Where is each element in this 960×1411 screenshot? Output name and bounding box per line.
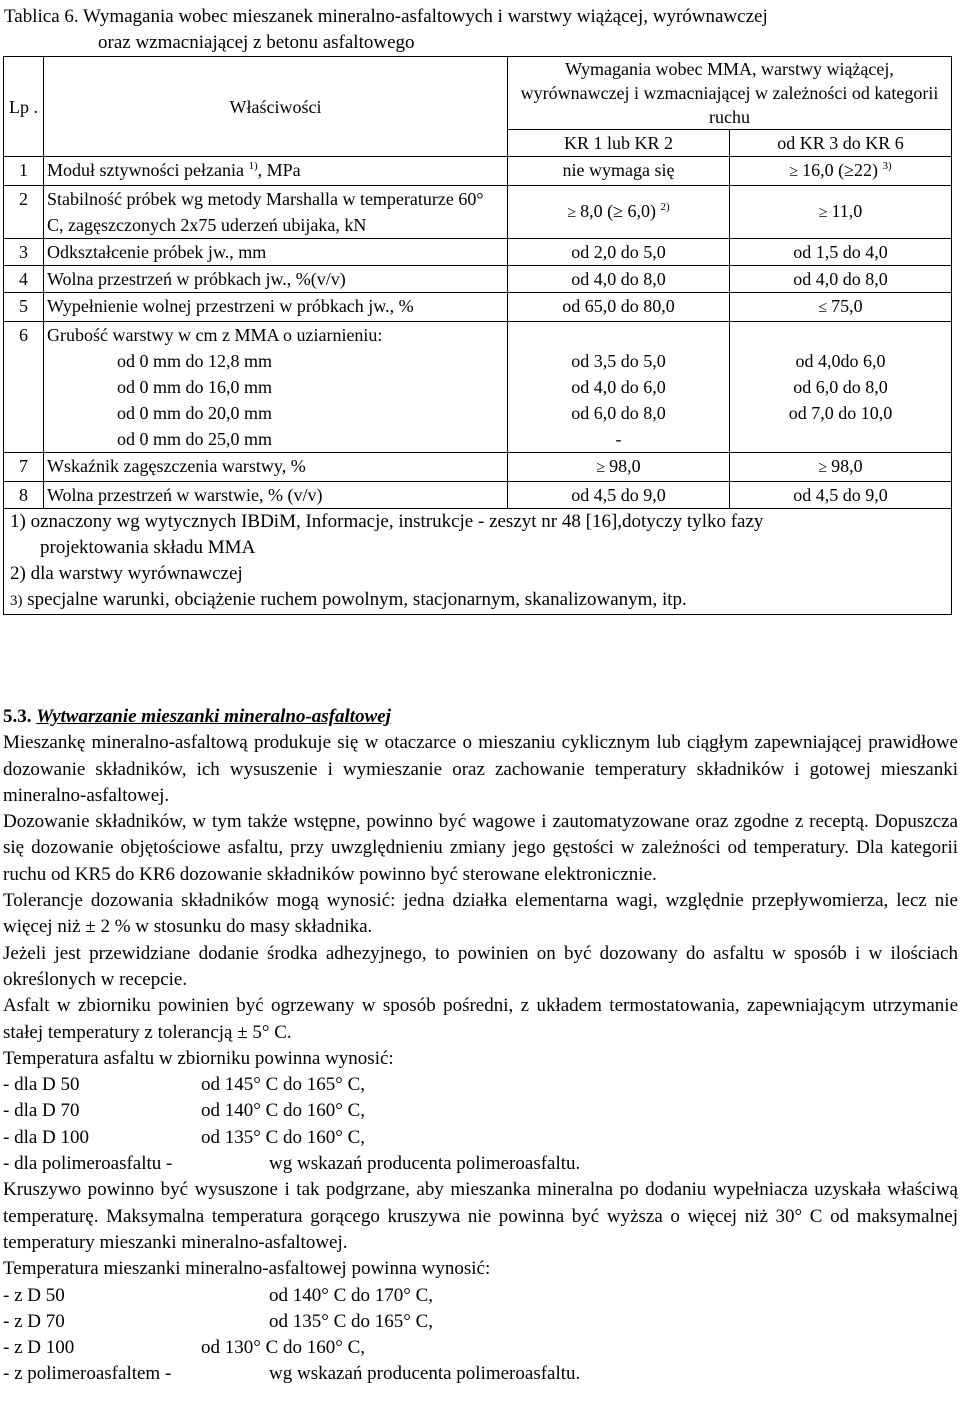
table-footnotes xyxy=(4,509,952,615)
row-property: Stabilność próbek wg metody Marshalla w temperaturze 60° C, zagęszczonych 2x75 uderzeń ubijaka, kN xyxy=(44,186,508,239)
value-kr36 xyxy=(730,293,952,322)
section-title: Wytwarzanie mieszanki mineralno-asfaltowej xyxy=(36,706,391,727)
ge-icon: ≥ xyxy=(818,204,828,221)
value-kr36: od 4,0 do 8,0 xyxy=(730,266,952,293)
item-label: - z D 50 xyxy=(3,1284,65,1306)
paragraph: Dozowanie składników, w tym także wstępne, powinno być wagowe i zautomatyzowane oraz zgodne z receptą. Dopuszcza się dozowanie objętościowe asfaltu, przy uwzględnieniu zmiany jego gęstości w zależności od temperatury. Dla kategorii ruchu od KR5 do KR6 dozowanie składników powinno być sterowane elektronicznie. xyxy=(3,811,958,885)
footnote-mark: 3) xyxy=(882,160,892,172)
paragraph: Kruszywo powinno być wysuszone i tak podgrzane, aby mieszanka mineralna po dodaniu wypełniacza uzyskała właściwą temperaturę. Maksymalna temperatura gorącego kruszywa nie powinna być wyższa o więcej niż 30° C od maksymalnej temperatury mieszanki mineralno-asfaltowej. xyxy=(3,1179,958,1253)
item-label: - dla D 70 xyxy=(3,1100,80,1122)
table-row xyxy=(4,453,952,482)
value-text: - xyxy=(615,429,622,449)
value-kr12: od 65,0 do 80,0 xyxy=(508,293,730,322)
property-tail: , MPa xyxy=(257,160,301,180)
asphalt-temp-item xyxy=(3,1125,958,1151)
item-value: od 140° C do 160° C, xyxy=(201,1100,366,1122)
value-text: 98,0 xyxy=(831,456,863,476)
grain-size: od 0 mm do 12,8 mm xyxy=(117,351,273,371)
section-number: 5.3. xyxy=(3,706,32,727)
value-kr36 xyxy=(730,322,952,453)
table-caption xyxy=(4,4,954,56)
value-text: od 4,0do 6,0 xyxy=(795,351,886,371)
row-property: Wolna przestrzeń w próbkach jw., %(v/v) xyxy=(44,266,508,293)
footnote-2: 2) dla warstwy wyrównawczej xyxy=(10,563,243,584)
item-label: - dla D 50 xyxy=(3,1074,80,1096)
mix-temp-item xyxy=(3,1309,958,1335)
table-row xyxy=(4,322,952,453)
grain-size: od 0 mm do 25,0 mm xyxy=(117,429,273,449)
item-value: od 140° C do 170° C, xyxy=(269,1284,434,1306)
ge-icon: ≥ xyxy=(818,459,828,476)
row-number: 3 xyxy=(4,239,44,266)
row-property xyxy=(44,322,508,453)
row-property: Wypełnienie wolnej przestrzeni w próbkach jw., % xyxy=(44,293,508,322)
property-text: Moduł sztywności pełzania xyxy=(47,160,244,180)
header-requirements-group: Wymagania wobec MMA, warstwy wiążącej, wyrównawczej i wzmacniającej w zależności od kategorii ruchu xyxy=(508,57,952,130)
mix-temp-item xyxy=(3,1283,958,1309)
row-number: 7 xyxy=(4,453,44,482)
paragraph: Mieszankę mineralno-asfaltową produkuje się w otaczarce o mieszaniu cyklicznym lub ciągłym zapewniającej prawidłowe dozowanie składników, ich wysuszenie i wymieszanie oraz zachowanie temperatury składników i gotowej mieszanki mineralno-asfaltowej. xyxy=(3,732,958,806)
header-properties: Właściwości xyxy=(44,57,508,157)
item-label: - dla polimeroasfaltu - xyxy=(3,1153,173,1175)
row-property: Odkształcenie próbek jw., mm xyxy=(44,239,508,266)
table-row xyxy=(4,293,952,322)
value-kr36 xyxy=(730,186,952,239)
value-kr36 xyxy=(730,453,952,482)
requirements-table xyxy=(3,56,952,615)
value-text: 75,0 xyxy=(831,296,863,316)
value-text: 16,0 (≥22) xyxy=(802,160,878,180)
section-heading xyxy=(3,704,958,730)
paragraph: Temperatura mieszanki mineralno-asfaltowej powinna wynosić: xyxy=(3,1258,491,1280)
value-kr12: od 4,5 do 9,0 xyxy=(508,482,730,509)
value-kr12 xyxy=(508,453,730,482)
table-row xyxy=(4,239,952,266)
table-row xyxy=(4,157,952,186)
item-label: - dla D 100 xyxy=(3,1126,90,1148)
item-label: - z polimeroasfaltem - xyxy=(3,1363,172,1385)
value-text: od 6,0 do 8,0 xyxy=(571,403,666,423)
item-value: od 145° C do 165° C, xyxy=(201,1074,366,1096)
value-text: 11,0 xyxy=(831,201,863,221)
value-text: 98,0 xyxy=(609,456,641,476)
item-value: wg wskazań producenta polimeroasfaltu. xyxy=(269,1153,581,1175)
ge-icon: ≥ xyxy=(567,204,577,221)
value-kr12: od 2,0 do 5,0 xyxy=(508,239,730,266)
row-number: 6 xyxy=(4,322,44,453)
caption-line-1: Tablica 6. Wymagania wobec mieszanek mineralno-asfaltowych i warstwy wiążącej, wyrównawczej xyxy=(4,6,768,27)
value-kr12 xyxy=(508,186,730,239)
grain-size: od 0 mm do 16,0 mm xyxy=(117,377,273,397)
footnote-1-cont: projektowania składu MMA xyxy=(40,537,256,558)
row-number: 2 xyxy=(4,186,44,239)
value-text: od 4,0 do 6,0 xyxy=(571,377,666,397)
footnote-mark: 1) xyxy=(248,160,258,172)
grain-size: od 0 mm do 20,0 mm xyxy=(117,403,273,423)
caption-line-2: oraz wzmacniającej z betonu asfaltowego xyxy=(98,32,415,53)
value-text: 8,0 (≥ 6,0) xyxy=(580,201,656,221)
item-label: - z D 70 xyxy=(3,1310,65,1332)
row-property xyxy=(44,157,508,186)
header-kr12: KR 1 lub KR 2 xyxy=(508,130,730,157)
row-number: 8 xyxy=(4,482,44,509)
item-label: - z D 100 xyxy=(3,1337,75,1359)
footnote-3-text: specjalne warunki, obciążenie ruchem powolnym, stacjonarnym, skanalizowanym, itp. xyxy=(27,589,687,610)
table-row xyxy=(4,266,952,293)
footnotes-cell xyxy=(4,509,952,615)
value-kr36: od 1,5 do 4,0 xyxy=(730,239,952,266)
footnote-1: 1) oznaczony wg wytycznych IBDiM, Informacje, instrukcje - zeszyt nr 48 [16],dotyczy tylko fazy xyxy=(10,511,764,532)
footnote-3-mark: 3) xyxy=(10,593,23,609)
row-property: Wolna przestrzeń w warstwie, % (v/v) xyxy=(44,482,508,509)
table-row xyxy=(4,186,952,239)
value-text: od 6,0 do 8,0 xyxy=(793,377,888,397)
asphalt-temp-item xyxy=(3,1072,958,1098)
row-number: 5 xyxy=(4,293,44,322)
section-body xyxy=(3,704,958,1388)
paragraph: Asfalt w zbiorniku powinien być ogrzewany w sposób pośredni, z układem termostatowania, zapewniającym utrzymanie stałej temperatury z tolerancją ± 5° C. xyxy=(3,995,958,1043)
le-icon: ≤ xyxy=(818,299,828,316)
row-number: 1 xyxy=(4,157,44,186)
property-text: Grubość warstwy w cm z MMA o uziarnieniu: xyxy=(47,325,383,345)
value-kr36: od 4,5 do 9,0 xyxy=(730,482,952,509)
footnote-3 xyxy=(10,587,945,614)
value-kr12 xyxy=(508,322,730,453)
item-value: od 130° C do 160° C, xyxy=(201,1337,366,1359)
row-property: Wskaźnik zagęszczenia warstwy, % xyxy=(44,453,508,482)
header-kr36: od KR 3 do KR 6 xyxy=(730,130,952,157)
asphalt-temp-item xyxy=(3,1098,958,1124)
asphalt-temp-item xyxy=(3,1151,958,1177)
footnote-mark: 2) xyxy=(660,201,670,213)
value-text: od 3,5 do 5,0 xyxy=(571,351,666,371)
paragraph: Temperatura asfaltu w zbiorniku powinna wynosić: xyxy=(3,1047,394,1069)
item-value: od 135° C do 165° C, xyxy=(269,1310,434,1332)
ge-icon: ≥ xyxy=(596,459,606,476)
value-kr12: nie wymaga się xyxy=(508,157,730,186)
mix-temp-item xyxy=(3,1361,958,1387)
item-value: od 135° C do 160° C, xyxy=(201,1126,366,1148)
paragraph: Jeżeli jest przewidziane dodanie środka adhezyjnego, to powinien on być dozowany do asfaltu w sposób i w ilościach określonych w recepcie. xyxy=(3,942,958,990)
value-text: od 7,0 do 10,0 xyxy=(788,403,893,423)
row-number: 4 xyxy=(4,266,44,293)
value-kr12: od 4,0 do 8,0 xyxy=(508,266,730,293)
paragraph: Tolerancje dozowania składników mogą wynosić: jedna działka elementarna wagi, względnie przepływomierza, lecz nie więcej niż ± 2 % w stosunku do masy składnika. xyxy=(3,890,958,938)
mix-temp-item xyxy=(3,1335,958,1361)
ge-icon: ≥ xyxy=(789,163,799,180)
item-value: wg wskazań producenta polimeroasfaltu. xyxy=(269,1363,581,1385)
header-lp: Lp . xyxy=(4,57,44,157)
value-kr36 xyxy=(730,157,952,186)
table-row xyxy=(4,482,952,509)
